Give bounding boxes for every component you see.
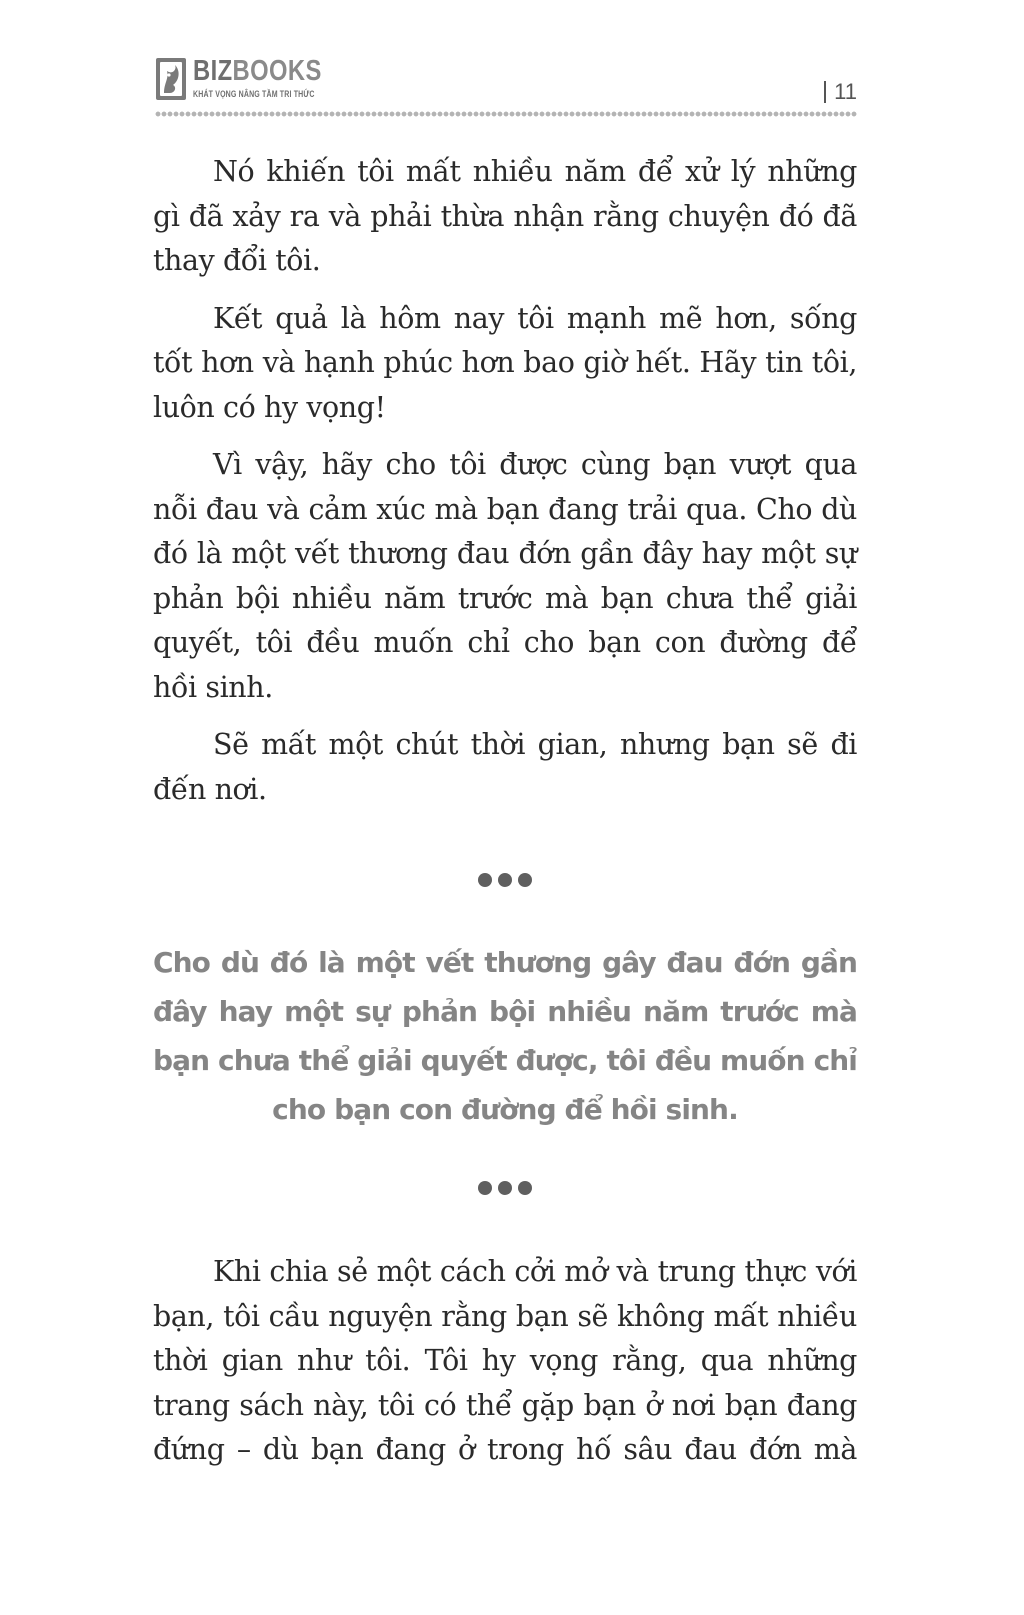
section-separator-dots <box>153 1176 857 1200</box>
section-separator-dots <box>153 868 857 892</box>
page-number-value: 11 <box>834 79 857 104</box>
brand-biz: BIZ <box>193 55 233 87</box>
body-paragraph: Kết quả là hôm nay tôi mạnh mẽ hơn, sống tốt hơn và hạnh phúc hơn bao giờ hết. Hãy tin tôi, luôn có hy vọng! <box>153 301 857 424</box>
bizbooks-logo-icon <box>155 57 187 101</box>
brand-books: BOOKS <box>232 55 322 87</box>
separator-dot <box>498 873 512 887</box>
separator-dot <box>478 1181 492 1195</box>
pull-quote: Cho dù đó là một vết thương gây đau đớn gần đây hay một sự phản bội nhiều năm trước mà bạn chưa thể giải quyết được, tôi đều muốn chỉ cho bạn con đường để hồi sinh. <box>153 946 857 1126</box>
brand-name <box>193 55 322 87</box>
page-number <box>824 79 857 105</box>
body-paragraph: Nó khiến tôi mất nhiều năm để xử lý những gì đã xảy ra và phải thừa nhận rằng chuyện đó đã thay đổi tôi. <box>153 155 857 277</box>
body-paragraph: Vì vậy, hãy cho tôi được cùng bạn vượt qua nỗi đau và cảm xúc mà bạn đang trải qua. Cho dù đó là một vết thương đau đớn gần đây hay một sự phản bội nhiều năm trước mà bạn chưa thể giải quyết, tôi đều muốn chỉ cho bạn con đường để hồi sinh. <box>153 448 857 704</box>
separator-dot <box>498 1181 512 1195</box>
separator-dot <box>478 873 492 887</box>
body-paragraph: Sẽ mất một chút thời gian, nhưng bạn sẽ đi đến nơi. <box>153 728 857 806</box>
brand-tagline: KHÁT VỌNG NÂNG TẦM TRI THỨC <box>193 89 315 99</box>
page-body <box>153 150 857 1486</box>
page-number-divider <box>824 81 826 103</box>
page-header <box>155 55 857 125</box>
header-dotted-rule <box>155 110 857 118</box>
separator-dot <box>518 873 532 887</box>
body-paragraph: Khi chia sẻ một cách cởi mở và trung thực với bạn, tôi cầu nguyện rằng bạn sẽ không mất nhiều thời gian như tôi. Tôi hy vọng rằng, qua những trang sách này, tôi có thể gặp bạn ở nơi bạn đang đứng – dù bạn đang ở trong hố sâu đau đớn mà <box>153 1255 857 1466</box>
separator-dot <box>518 1181 532 1195</box>
